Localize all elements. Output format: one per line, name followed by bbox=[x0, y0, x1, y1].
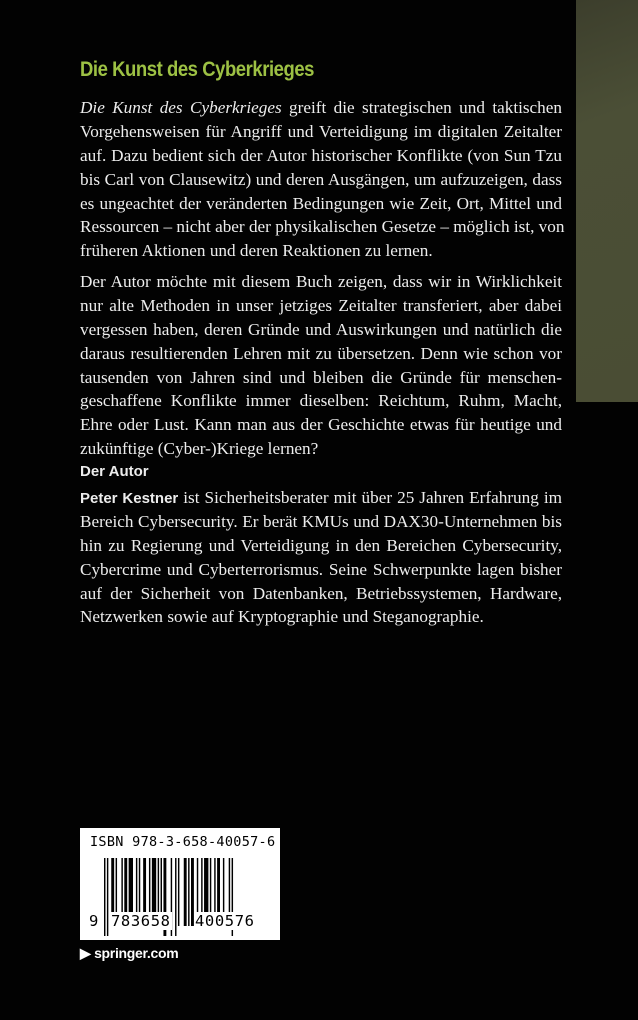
barcode-bar bbox=[175, 858, 176, 936]
barcode-bar bbox=[107, 858, 108, 936]
isbn-label: ISBN 978-3-658-40057-6 bbox=[90, 834, 276, 850]
barcode-bar bbox=[188, 858, 189, 926]
description-paragraph-1: Die Kunst des Cyberkrieges greift die strategischen und taktischen Vorgehensweisen für Angriff und Verteidigung im digitalen Zeitalter auf. Dazu bedient sich der Autor historischer Konflikte (von Sun Tzu bis Carl von Clausewitz) und deren Ausgängen, um aufzuzeigen, dass es ungeachtet der veränderten Bedingungen wie Zeit, Ort, Mittel und Ressourcen – nicht aber der physikalischen Gesetze – möglich ist, von früheren Aktionen und deren Reaktionen zu lernen. bbox=[80, 98, 565, 261]
barcode-bar bbox=[184, 858, 187, 926]
description-paragraph-2: Der Autor möchte mit diesem Buch zeigen, dass wir in Wirklichkeit nur alte Methoden in unser jetziges Zeitalter transferiert, aber dabei vergessen haben, deren Gründe und Auswirkungen und natürlich die daraus resultierenden Lehren mit zu übersetzen. Denn wie schon vor tausenden von Jahren sind und bleiben die Gründe für menschen- geschaffene Konflikte immer dieselben: Reichtum, Ruhm, Macht, Ehre oder Lust. Kann man aus der Geschichte etwas für heutige und zukünftige (Cyber-)Kriege lernen? bbox=[80, 272, 562, 459]
barcode-bar bbox=[178, 858, 179, 926]
barcode-bar bbox=[104, 858, 105, 936]
book-title: Die Kunst des Cyberkrieges bbox=[80, 58, 315, 81]
spine-color-panel bbox=[576, 0, 638, 402]
author-heading: Der Autor bbox=[80, 463, 149, 480]
author-paragraph: Peter Kestner ist Sicherheitsberater mit über 25 Jahren Erfahrung im Bereich Cybersecurity. Er berät KMUs und DAX30-Unternehmen bis hin zu Regierung und Verteidigung in den Bereichen Cybersecurity, Cybercrime und Cyberterrorismus. Seine Schwerpunkte lagen bisher auf der Sicherheit von Datenbanken, Betriebssystemen, Hardware, Netzwerken sowie auf Kryptographie und Steganographie. bbox=[80, 488, 562, 627]
publisher-link[interactable]: ▶ springer.com bbox=[80, 945, 179, 961]
author-name: Peter Kestner bbox=[80, 490, 179, 507]
italic-title: Die Kunst des Cyberkrieges bbox=[80, 98, 282, 117]
arrow-right-icon: ▶ bbox=[80, 945, 91, 961]
isbn-barcode: ISBN 978-3-658-40057-6 9 783658 400576 bbox=[80, 828, 280, 940]
